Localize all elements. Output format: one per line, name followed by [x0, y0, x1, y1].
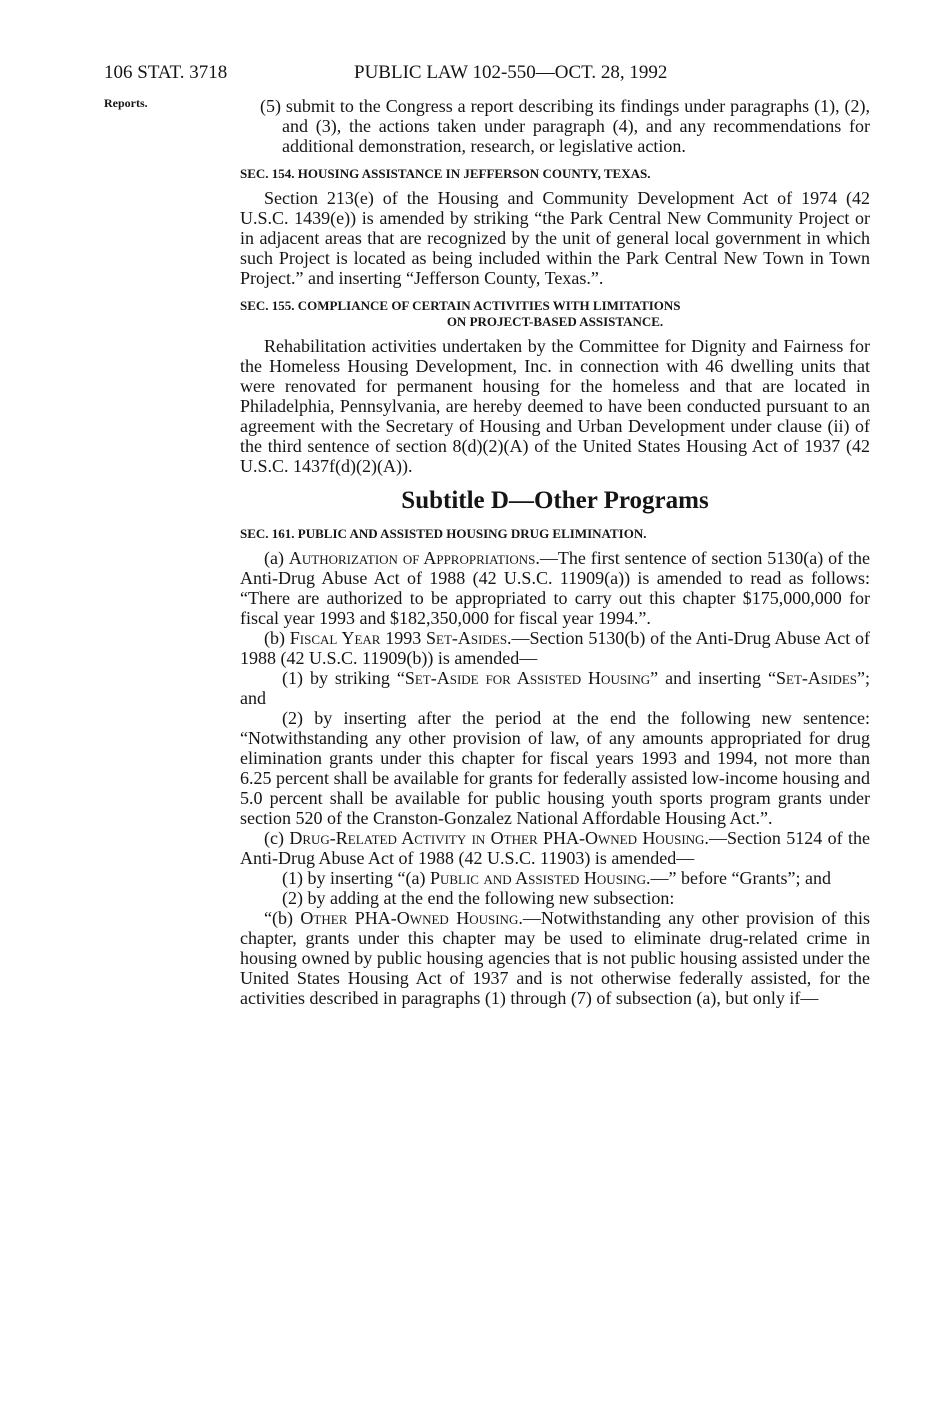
b1-post: ”; and	[240, 668, 871, 708]
subsection-c-label: (c)	[264, 828, 290, 848]
margin-note-reports: Reports.	[104, 96, 148, 110]
subsection-b-text: —Section 5130(b) of the Anti-Drug Abuse Act of 1988 (42 U.S.C. 11909(b)) is amended—	[240, 628, 870, 668]
statute-page-number: 106 STAT. 3718	[104, 62, 228, 83]
b1-inserted-heading: Set-Asides	[776, 668, 858, 688]
subsection-b-paragraph-2: (2) by inserting after the period at the end the following new sentence: “Notwithstanding any other provision of law, of any amounts appropriated for drug elimination grants under this chapter for fiscal years 1993 and 1994, not more than 6.25 percent shall be available for grants for federally assisted low-income housing and 5.0 percent shall be available for public housing youth sports program grants under section 520 of the Cranston-Gonzalez National Affordable Housing Act.”.	[240, 708, 870, 828]
c1-pre: (1) by inserting “(a)	[282, 868, 430, 888]
paragraph-5: (5) submit to the Congress a report describing its findings under paragraphs (1), (2), and (3), the actions taken under paragraph (4), and any recommendations for additional demonstration, research, or legislative action.	[260, 96, 870, 156]
subsection-b	[240, 628, 870, 668]
subsection-b-paragraph-1	[240, 668, 870, 708]
c1-post: —” before “Grants”; and	[650, 868, 831, 888]
subsection-a-text: —The first sentence of section 5130(a) of the Anti-Drug Abuse Act of 1988 (42 U.S.C. 11909(a)) is amended to read as follows: “There are authorized to be appropriated to carry out this chapter $175,000,000 for fiscal year 1993 and $182,350,000 for fiscal year 1994.”.	[240, 548, 871, 628]
subsection-b-label: (b)	[264, 628, 290, 648]
section-161-heading: SEC. 161. PUBLIC AND ASSISTED HOUSING DRUG ELIMINATION.	[240, 526, 647, 541]
subsection-a-heading: Authorization of Appropriations.	[288, 548, 540, 568]
new-subsection-b	[240, 908, 870, 1008]
new-subsection-b-heading: Other PHA-Owned Housing.	[300, 908, 523, 928]
section-155-text: Rehabilitation activities undertaken by the Committee for Dignity and Fairness for the Homeless Housing Development, Inc. in connection with 46 dwelling units that were renovated for permanent housing for the homeless and that are located in Philadelphia, Pennsylvania, are hereby deemed to have been conducted pursuant to an agreement with the Secretary of Housing and Urban Development under clause (ii) of the third sentence of section 8(d)(2)(A) of the United States Housing Act of 1937 (42 U.S.C. 1437f(d)(2)(A)).	[240, 336, 870, 476]
subsection-c-heading: Drug-Related Activity in Other PHA-Owned Housing.	[289, 828, 709, 848]
subsection-c-paragraph-2: (2) by adding at the end the following new subsection:	[282, 888, 675, 908]
new-subsection-b-text: —Notwithstanding any other provision of this chapter, grants under this chapter may be used to eliminate drug-related crime in housing owned by public housing agencies that is not public housing assisted under the United States Housing Act of 1937 and is not otherwise federally assisted, for the activities described in paragraphs (1) through (7) of subsection (a), but only if—	[240, 908, 870, 1008]
section-154-heading: SEC. 154. HOUSING ASSISTANCE IN JEFFERSON COUNTY, TEXAS.	[240, 166, 651, 181]
c1-inserted-heading: Public and Assisted Housing.	[429, 868, 651, 888]
page-header	[104, 44, 864, 84]
subsection-c-paragraph-1	[240, 868, 870, 888]
b1-struck-heading: Set-Aside for Assisted Housing	[404, 668, 651, 688]
subsection-a	[240, 548, 870, 628]
document-body	[240, 96, 870, 1008]
b1-pre: (1) by striking “	[282, 668, 405, 688]
public-law-citation: PUBLIC LAW 102-550—OCT. 28, 1992	[354, 62, 668, 83]
subsection-c	[240, 828, 870, 868]
subsection-a-label: (a)	[264, 548, 289, 568]
subsection-b-heading: Fiscal Year 1993 Set-Asides.	[289, 628, 512, 648]
section-155-heading	[240, 298, 870, 330]
subsection-c-text: —Section 5124 of the Anti-Drug Abuse Act of 1988 (42 U.S.C. 11903) is amended—	[240, 828, 870, 868]
b1-mid: ” and inserting “	[650, 668, 776, 688]
subtitle-heading: Subtitle D—Other Programs	[401, 487, 709, 514]
section-154-text: Section 213(e) of the Housing and Community Development Act of 1974 (42 U.S.C. 1439(e)) is amended by striking “the Park Central New Community Project or in adjacent areas that are recognized by the unit of general local government in which such Project is located as being included within the Park Central New Town in Town Project.” and inserting “Jefferson County, Texas.”.	[240, 188, 870, 288]
section-155-heading-line2: ON PROJECT-BASED ASSISTANCE.	[446, 314, 664, 329]
section-155-heading-line1: SEC. 155. COMPLIANCE OF CERTAIN ACTIVITIES WITH LIMITATIONS	[240, 298, 681, 313]
new-subsection-b-label: “(b)	[264, 908, 301, 928]
